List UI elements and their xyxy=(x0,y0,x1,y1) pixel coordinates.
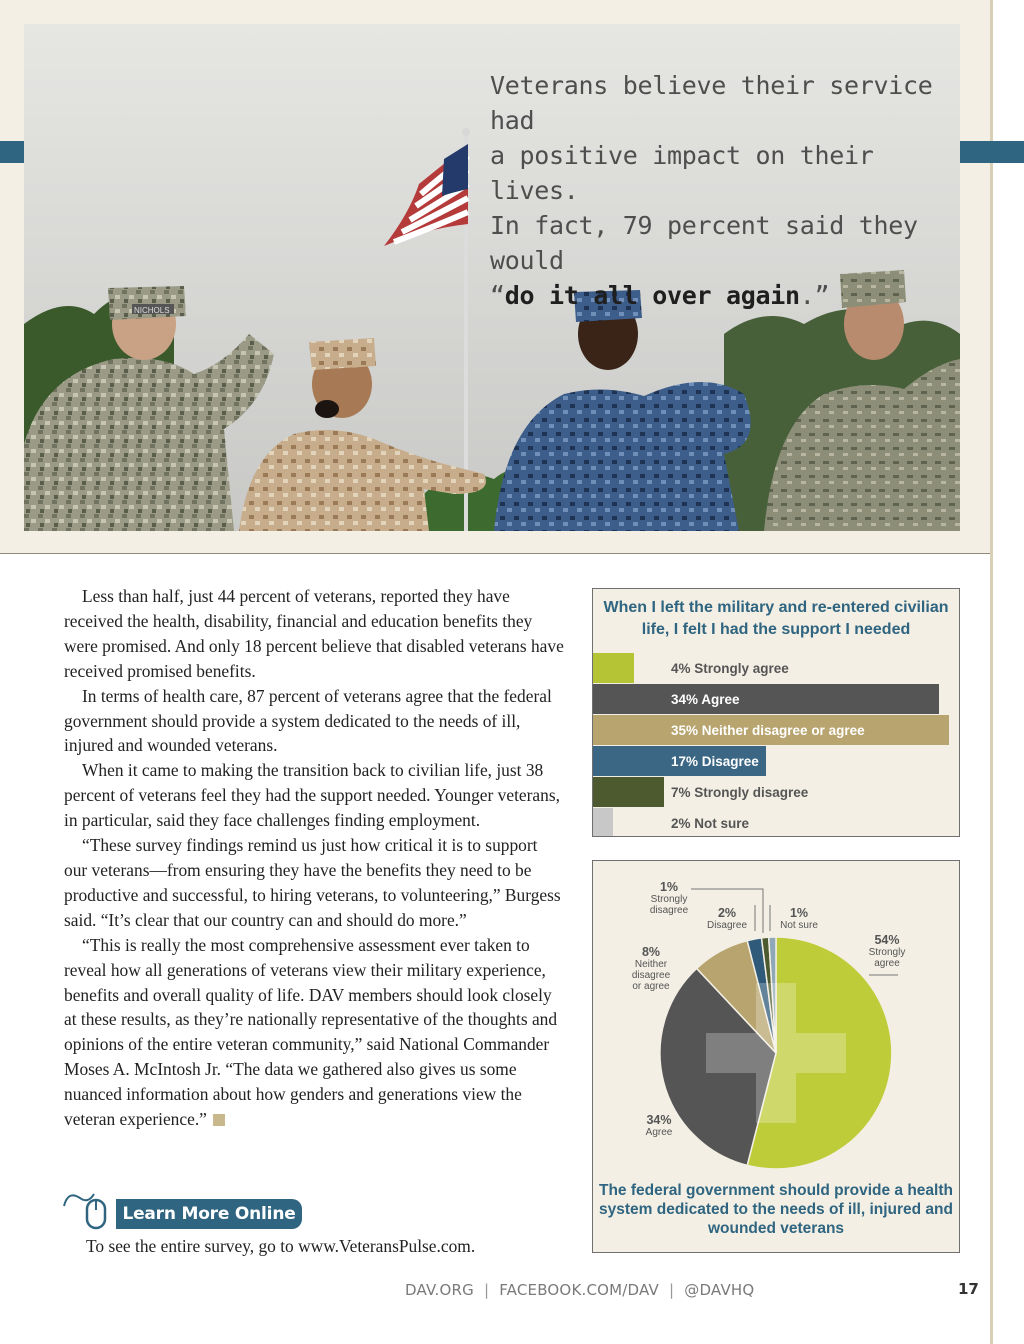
pie-chart-title-text: The federal government should provide a health system dedicated to the needs of ill, injured and wounded veterans xyxy=(599,1182,953,1237)
pull-quote-emphasis: do it all over again xyxy=(504,281,800,310)
article-paragraph: When it came to making the transition back to civilian life, just 38 percent of veterans feel they had the support needed. Younger veterans, in particular, said they face challenges finding employment. xyxy=(64,760,560,831)
page-footer: DAV.ORG | FACEBOOK.COM/DAV | @DAVHQ xyxy=(405,1281,755,1299)
pie-label: disagree xyxy=(649,905,689,916)
footer-link-twitter[interactable]: @DAVHQ xyxy=(684,1281,755,1299)
svg-text:NICHOLS: NICHOLS xyxy=(134,306,170,315)
learn-more-text: To see the entire survey, go to www.VeteransPulse.com. xyxy=(86,1236,476,1256)
bar-agree xyxy=(593,684,939,714)
section-tab-left xyxy=(0,141,24,163)
article-body xyxy=(64,584,564,1132)
bar-chart-title-text: When I left the military and re-entered civilian life, I felt I had the support I needed xyxy=(603,599,949,638)
pie-chart xyxy=(593,861,959,1181)
bar-label: 17% Disagree xyxy=(671,754,759,769)
pie-label: or agree xyxy=(632,981,670,992)
pie-label: 1% xyxy=(659,880,679,894)
bar-label: 7% Strongly disagree xyxy=(671,785,809,800)
pie-label: disagree xyxy=(631,970,671,981)
pie-label: Strongly xyxy=(868,947,906,958)
pie-label: Not sure xyxy=(780,920,818,931)
pie-label: 1% xyxy=(789,906,809,920)
pie-label: 54% xyxy=(874,933,900,947)
pie-label: Strongly xyxy=(650,894,688,905)
bar-not-sure xyxy=(593,808,613,836)
article-paragraph xyxy=(64,933,564,1132)
pie-label: 2% xyxy=(717,906,737,920)
pie-label: 8% xyxy=(641,945,661,959)
page-edge-rule xyxy=(990,0,993,1344)
pull-quote-line: Veterans believe their service had xyxy=(490,71,933,135)
footer-link-facebook[interactable]: FACEBOOK.COM/DAV xyxy=(499,1281,659,1299)
mouse-icon xyxy=(62,1186,116,1230)
page-number: 17 xyxy=(958,1280,979,1298)
bar-label: 4% Strongly agree xyxy=(671,661,789,676)
end-mark-icon xyxy=(213,1114,225,1126)
pie-label: Disagree xyxy=(706,920,748,931)
article-paragraph-text: “This is really the most comprehensive assessment ever taken to reveal how all generations of veterans view their military experience, benefits and overall quality of life. DAV members should look closely at these results, as they’re nationally representative of the thoughts and opinions of the entire veteran community,” said National Commander Moses A. McIntosh Jr. “The data we gathered also gives us some nuanced information about how genders and generations view the veteran experience.” xyxy=(64,934,558,1130)
pie-chart-panel xyxy=(592,860,960,1253)
footer-link-website[interactable]: DAV.ORG xyxy=(405,1281,474,1299)
bar-label: 34% Agree xyxy=(671,692,740,707)
learn-more-badge: Learn More Online xyxy=(116,1199,302,1229)
pull-quote-line xyxy=(490,278,955,313)
section-tab-right xyxy=(960,141,1024,163)
bar-label: 35% Neither disagree or agree xyxy=(671,723,865,738)
open-quote: “ xyxy=(490,281,505,310)
bar-label: 2% Not sure xyxy=(671,816,750,831)
bar-strongly-disagree xyxy=(593,777,664,807)
pull-quote-line: a positive impact on their lives. xyxy=(490,141,874,205)
bar-chart xyxy=(593,589,959,836)
article-paragraph: In terms of health care, 87 percent of veterans agree that the federal government should provide a system dedicated to the needs of ill, injured and wounded veterans. xyxy=(64,685,552,756)
article-paragraph: “These survey findings remind us just how critical it is to support our veterans—from ensuring they have the benefits they need to be productive and successful, to hiring veterans, to volunteering,” Burgess said. “It’s clear that our country can and should do more.” xyxy=(64,835,561,930)
pull-quote-line: In fact, 79 percent said they would xyxy=(490,211,918,275)
pie-label: 34% xyxy=(646,1113,672,1127)
close-quote: .” xyxy=(799,281,830,310)
article-paragraph: Less than half, just 44 percent of veterans, reported they have received the health, disability, financial and education benefits they were promised. And only 18 percent believe that disabled veterans have received promised benefits. xyxy=(64,586,564,681)
pie-label: Neither xyxy=(634,959,668,970)
bar-chart-panel xyxy=(592,588,960,837)
pie-label: Agree xyxy=(645,1127,673,1138)
pull-quote xyxy=(490,68,955,313)
pie-chart-title xyxy=(593,1181,959,1238)
bar-strongly-agree xyxy=(593,653,634,683)
pie-label: agree xyxy=(874,958,900,969)
